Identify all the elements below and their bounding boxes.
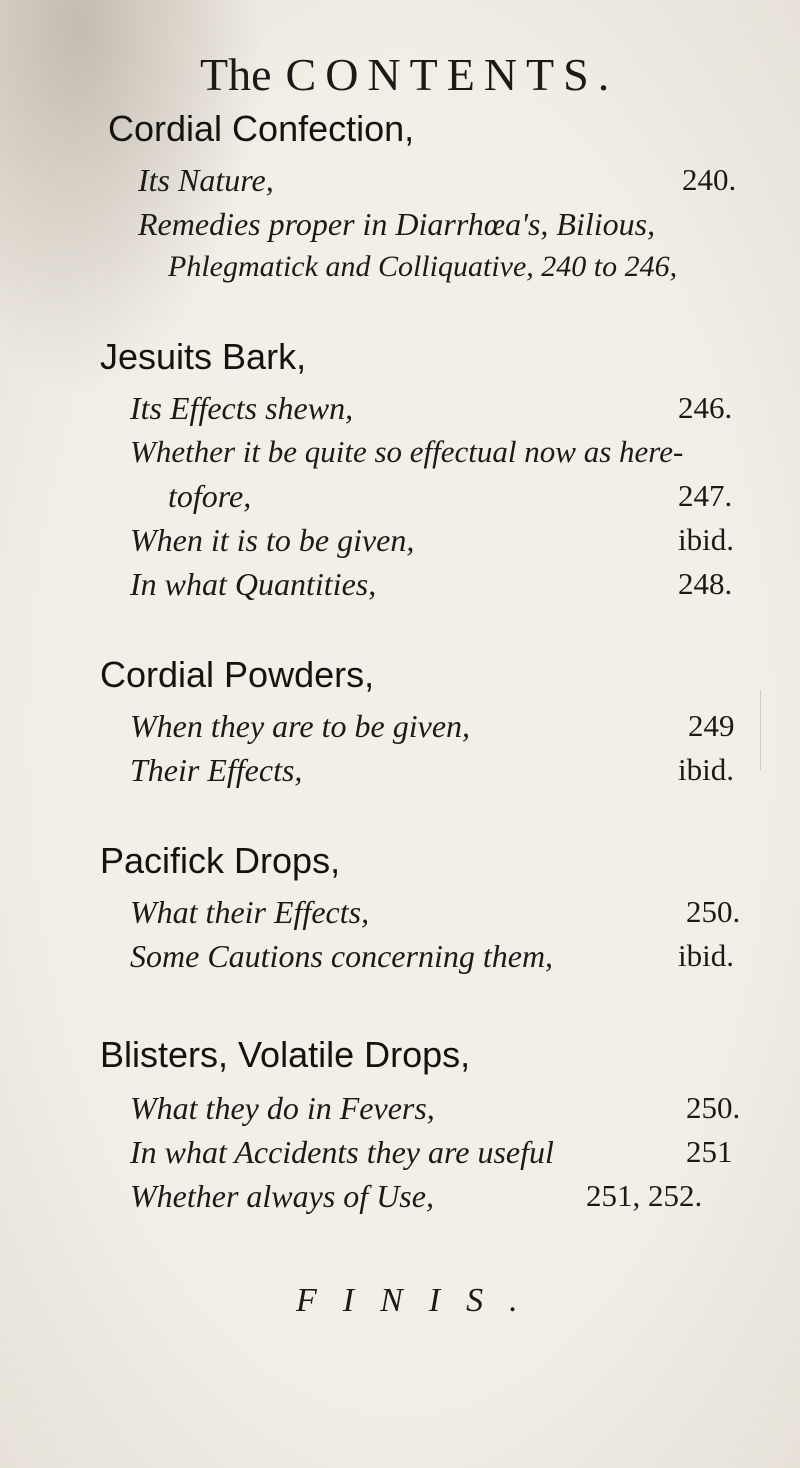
entry-page: 240. [682,162,737,197]
entry-text: When they are to be given, [130,708,471,744]
section-heading: Blisters, Volatile Drops, [100,1034,471,1075]
paper-crease [760,690,761,770]
entry-text: What they do in Fevers, [130,1090,435,1126]
entry-text: Their Effects, [130,752,303,788]
entry-text: In what Accidents they are useful [130,1134,554,1170]
entry-page: 248. [678,566,733,601]
entry-page: 247. [678,478,733,513]
entry-page: 250. [686,894,741,929]
entry-page: 246. [678,390,733,425]
finis-footer: FINIS. [296,1282,544,1319]
entry-page: ibid. [678,522,734,557]
entry-page: 249 [688,708,735,743]
entry-text: Remedies proper in Diarrhœa's, Bilious, [138,206,656,242]
entry-page: ibid. [678,752,734,787]
entry-page: 251 [686,1134,733,1169]
section-heading: Jesuits Bark, [100,336,307,377]
entry-page: 251, 252. [586,1178,703,1213]
section-heading: Pacifick Drops, [100,840,341,881]
section-heading: Cordial Confection, [108,108,415,149]
entry-text: In what Quantities, [130,566,377,602]
page-header [200,48,618,101]
entry-text: Whether always of Use, [130,1178,434,1214]
entry-text: Its Nature, [138,162,274,198]
entry-text: When it is to be given, [130,522,415,558]
entry-text: Some Cautions concerning them, [130,938,554,974]
header-contents: CONTENTS. [285,49,619,100]
entry-text: Its Effects shewn, [130,390,354,426]
entry-text: tofore, [168,478,252,514]
entry-text: What their Effects, [130,894,370,930]
entry-text: Whether it be quite so effectual now as here- [130,434,684,469]
entry-text: Phlegmatick and Colliquative, 240 to 246, [168,250,678,283]
header-the: The [200,49,272,100]
entry-page: 250. [686,1090,741,1125]
entry-page: ibid. [678,938,734,973]
section-heading: Cordial Powders, [100,654,375,695]
